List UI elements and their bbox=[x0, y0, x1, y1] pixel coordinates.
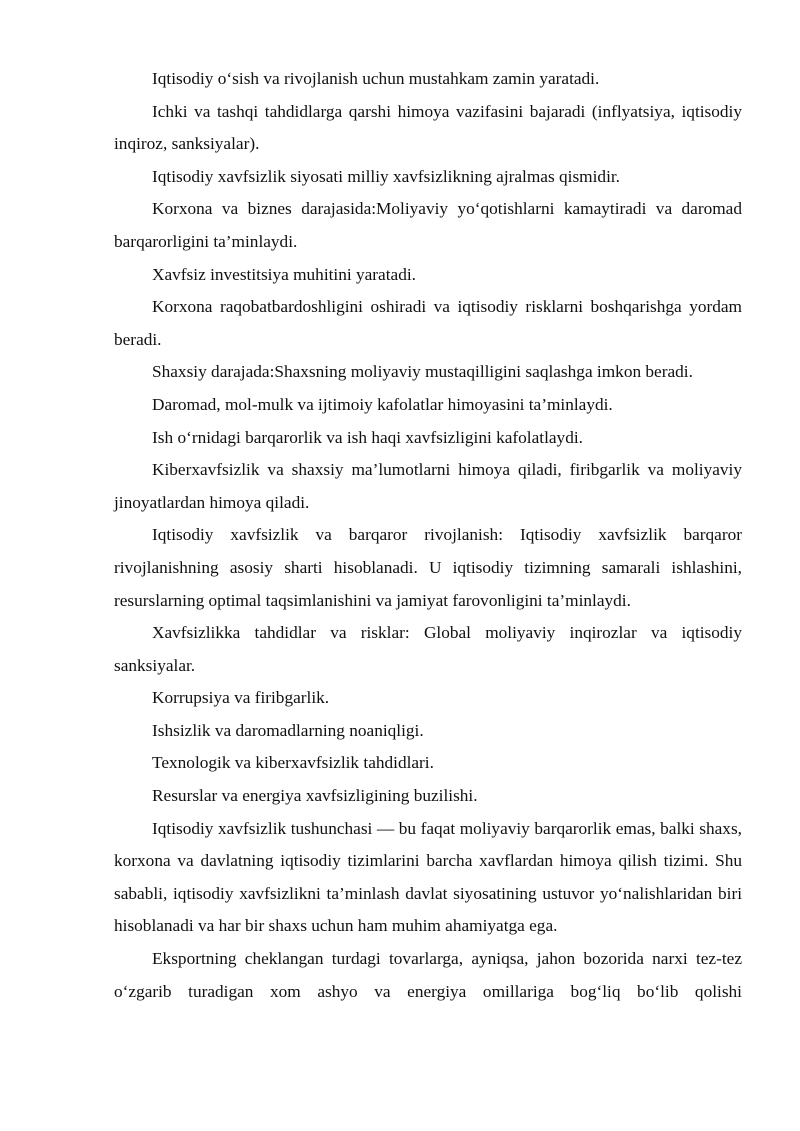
paragraph: Resurslar va energiya xavfsizligining buzilishi. bbox=[152, 786, 478, 806]
paragraph: Iqtisodiy xavfsizlik va barqaror rivojlanish: Iqtisodiy xavfsizlik barqaror rivojlanishning asosiy sharti hisoblanadi. U iqtisodiy tizimning samarali ishlashini, resurslarning optimal taqsimlanishini va jamiyat farovonligini ta’minlaydi. bbox=[114, 525, 742, 610]
paragraph: Iqtisodiy o‘sish va rivojlanish uchun mustahkam zamin yaratadi. bbox=[152, 69, 600, 88]
paragraph: Daromad, mol-mulk va ijtimoiy kafolatlar himoyasini ta’minlaydi. bbox=[152, 394, 613, 414]
paragraph: Ish o‘rnidagi barqarorlik va ish haqi xavfsizligini kafolatlaydi. bbox=[152, 427, 583, 447]
paragraph: Korxona va biznes darajasida:Moliyaviy yo‘qotishlarni kamaytiradi va daromad barqarorligini ta’minlaydi. bbox=[114, 199, 742, 251]
paragraph: Kiberxavfsizlik va shaxsiy ma’lumotlarni himoya qiladi, firibgarlik va moliyaviy jinoyatlardan himoya qiladi. bbox=[114, 460, 742, 512]
paragraph: Xavfsizlikka tahdidlar va risklar: Global moliyaviy inqirozlar va iqtisodiy sanksiyalar. bbox=[114, 623, 742, 675]
paragraph: Iqtisodiy xavfsizlik siyosati milliy xavfsizlikning ajralmas qismidir. bbox=[152, 166, 620, 186]
paragraph: Eksportning cheklangan turdagi tovarlarga, ayniqsa, jahon bozorida narxi tez-tez o‘zgarib turadigan xom ashyo va energiya omillariga bog‘liq bo‘lib qolishi bbox=[114, 949, 742, 1001]
paragraph: Ichki va tashqi tahdidlarga qarshi himoya vazifasini bajaradi (inflyatsiya, iqtisodiy inqiroz, sanksiyalar). bbox=[114, 101, 742, 154]
paragraph: Korrupsiya va firibgarlik. bbox=[152, 688, 330, 708]
paragraph: Korxona raqobatbardoshligini oshiradi va iqtisodiy risklarni boshqarishga yordam beradi. bbox=[114, 297, 742, 349]
paragraph: Shaxsiy darajada:Shaxsning moliyaviy mustaqilligini saqlashga imkon beradi. bbox=[152, 362, 693, 382]
paragraph: Ishsizlik va daromadlarning noaniqligi. bbox=[152, 720, 424, 740]
paragraph: Texnologik va kiberxavfsizlik tahdidlari. bbox=[152, 753, 434, 773]
paragraph: Xavfsiz investitsiya muhitini yaratadi. bbox=[152, 264, 416, 284]
paragraph: Iqtisodiy xavfsizlik tushunchasi — bu faqat moliyaviy barqarorlik emas, balki shaxs, korxona va davlatning iqtisodiy tizimlarini barcha xavflardan himoya qilish tizimi. Shu sababli, iqtisodiy xavfsizlikni ta’minlash davlat siyosatining ustuvor yo‘nalishlaridan biri hisoblanadi va har bir shaxs uchun ham muhim ahamiyatga ega. bbox=[114, 818, 742, 936]
document-page bbox=[114, 63, 742, 1008]
